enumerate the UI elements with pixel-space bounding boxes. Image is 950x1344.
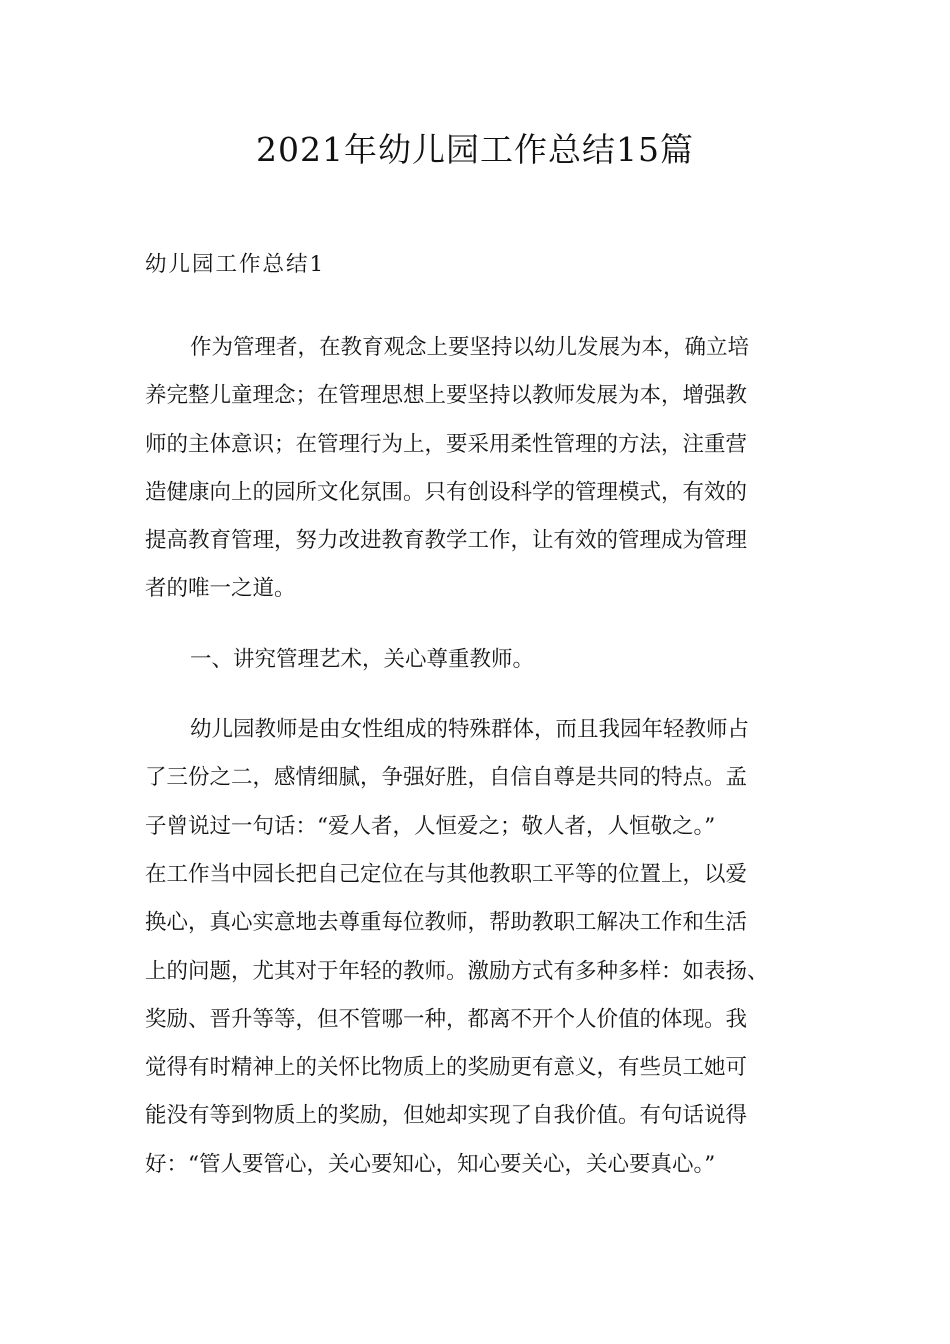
paragraph-line: 者的唯一之道。 (145, 576, 296, 602)
paragraph-line: 幼儿园教师是由女性组成的特殊群体，而且我园年轻教师占 (190, 717, 750, 743)
paragraph-teachers (145, 706, 807, 1189)
paragraph-line: 养完整儿童理念；在管理思想上要坚持以教师发展为本，增强教 (145, 383, 748, 409)
document-title: 2021年幼儿园工作总结15篇 (256, 130, 694, 169)
paragraph-line: 上的问题，尤其对于年轻的教师。激励方式有多种多样：如表扬、 (145, 958, 769, 984)
paragraph-line: 造健康向上的园所文化氛围。只有创设科学的管理模式，有效的 (145, 479, 748, 505)
paragraph-line: 换心，真心实意地去尊重每位教师，帮助教职工解决工作和生活 (145, 910, 748, 936)
paragraph-line: 能没有等到物质上的奖励，但她却实现了自我价值。有句话说得 (145, 1103, 748, 1129)
paragraph-line: 在工作当中园长把自己定位在与其他教职工平等的位置上，以爱 (145, 861, 748, 887)
paragraph-line: 奖励、晋升等等，但不管哪一种，都离不开个人价值的体现。我 (145, 1006, 748, 1032)
paragraph-intro (145, 324, 807, 614)
paragraph-line: 一、讲究管理艺术，关心尊重教师。 (190, 646, 535, 672)
paragraph-line: 提高教育管理，努力改进教育教学工作，让有效的管理成为管理 (145, 528, 748, 554)
paragraph-line: 子曾说过一句话：“爱人者，人恒爱之；敬人者，人恒敬之。” (145, 813, 716, 839)
paragraph-line: 作为管理者，在教育观念上要坚持以幼儿发展为本，确立培 (190, 335, 750, 360)
document-body (145, 240, 807, 1211)
subheading-paragraph (145, 636, 807, 684)
paragraph-line: 师的主体意识；在管理行为上，要采用柔性管理的方法，注重营 (145, 431, 748, 457)
paragraph-line: 了三份之二，感情细腻，争强好胜，自信自尊是共同的特点。孟 (145, 765, 748, 791)
section-heading: 幼儿园工作总结1 (145, 252, 326, 277)
paragraph-line: 好：“管人要管心，关心要知心，知心要关心，关心要真心。” (145, 1151, 716, 1177)
paragraph-line: 觉得有时精神上的关怀比物质上的奖励更有意义，有些员工她可 (145, 1055, 748, 1081)
